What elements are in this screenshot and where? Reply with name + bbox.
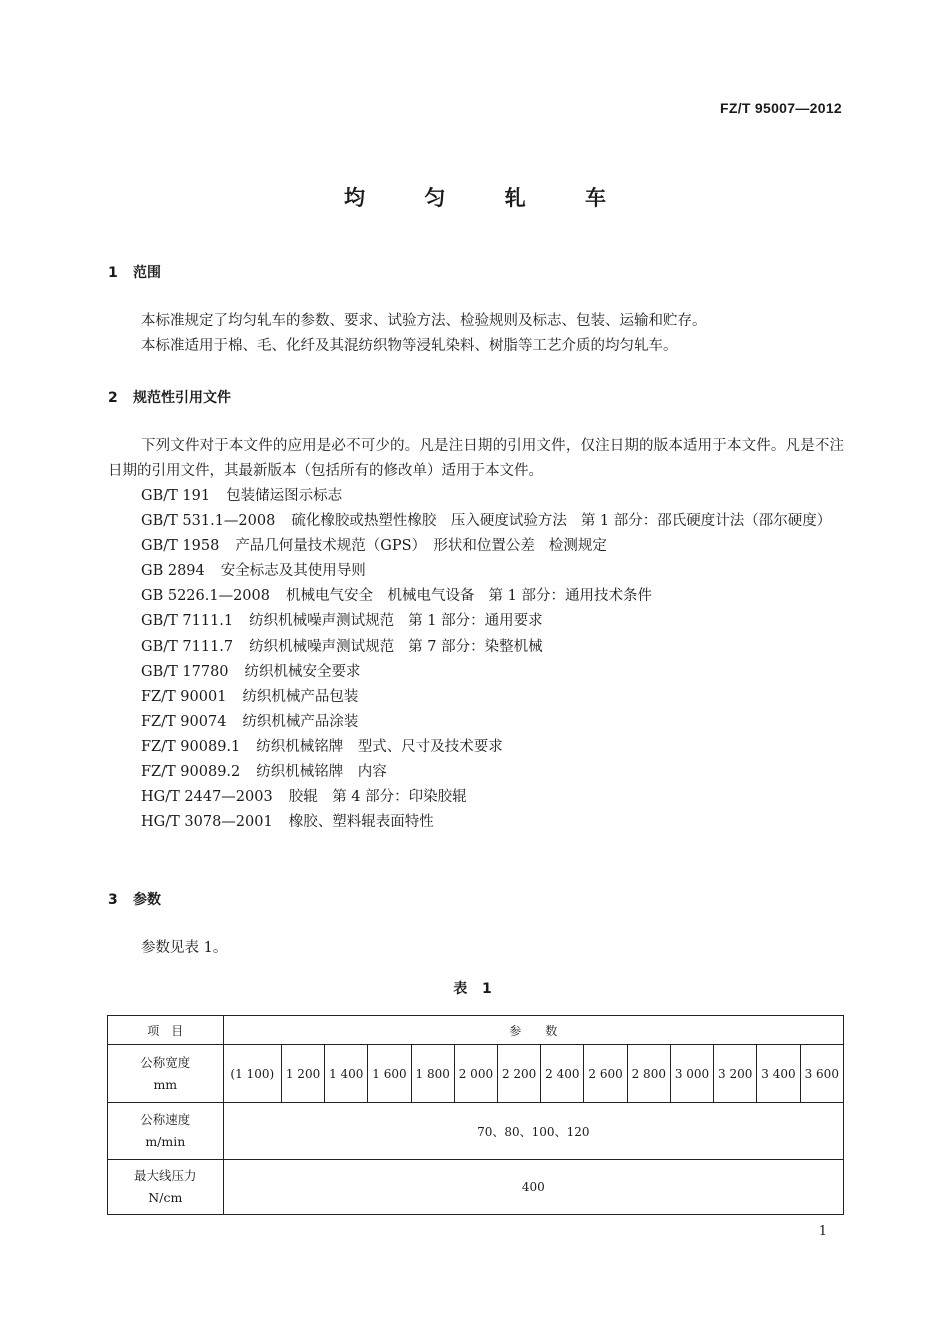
width-value: 3 000 [670, 1045, 713, 1103]
parameters-text: 参数见表 1。 [141, 940, 228, 956]
normative-refs-intro: 下列文件对于本文件的应用是必不可少的。凡是注日期的引用文件，仅注日期的版本适用于本文件。凡是不注日期的引用文件，其最新版本（包括所有的修改单）适用于本文件。 [108, 438, 844, 479]
speed-values: 70、80、100、120 [223, 1103, 843, 1160]
width-value: 3 200 [714, 1045, 757, 1103]
reference-code: GB/T 1958 [141, 538, 220, 555]
section-1-number: 1 [108, 265, 118, 281]
reference-item [108, 735, 844, 760]
reference-title: 纺织机械安全要求 [244, 663, 361, 680]
reference-list [108, 484, 844, 835]
section-1-title: 范围 [133, 265, 161, 281]
reference-code: FZ/T 90001 [141, 688, 227, 705]
reference-title: 安全标志及其使用导则 [220, 563, 366, 580]
scope-paragraph-1: 本标准规定了均匀轧车的参数、要求、试验方法、检验规则及标志、包装、运输和贮存。 [141, 313, 707, 329]
reference-title: 纺织机械铭牌 型式、尺寸及技术要求 [256, 738, 503, 755]
scope-paragraph-2: 本标准适用于棉、毛、化纤及其混纺织物等浸轧染料、树脂等工艺介质的均匀轧车。 [141, 338, 678, 354]
reference-code: FZ/T 90089.2 [141, 764, 241, 781]
reference-code: FZ/T 90074 [141, 713, 227, 730]
reference-title: 胶辊 第 4 部分：印染胶辊 [288, 789, 467, 806]
section-3-number: 3 [108, 892, 118, 908]
pressure-unit: N/cm [148, 1190, 183, 1205]
reference-item [108, 760, 844, 785]
table-header-row [108, 1016, 844, 1045]
reference-item [108, 509, 844, 534]
section-3-heading [108, 889, 161, 909]
section-1-heading [108, 262, 161, 282]
reference-code: GB/T 17780 [141, 663, 229, 680]
reference-code: GB/T 7111.7 [141, 638, 234, 655]
reference-title: 纺织机械铭牌 内容 [256, 764, 387, 781]
reference-code: HG/T 2447—2003 [141, 789, 273, 806]
pressure-label: 最大线压力 [134, 1168, 197, 1183]
reference-item [108, 484, 844, 509]
section-2-number: 2 [108, 390, 118, 406]
reference-item [108, 584, 844, 609]
reference-part: 第 7 部分：染整机械 [408, 638, 543, 655]
reference-item [108, 710, 844, 735]
reference-code: GB/T 531.1—2008 [141, 513, 276, 530]
reference-title: 硫化橡胶或热塑性橡胶 压入硬度试验方法 [291, 513, 567, 530]
reference-part: 第 1 部分：邵氏硬度计法（邵尔硬度） [580, 513, 832, 530]
reference-title: 橡胶、塑料辊表面特性 [288, 814, 434, 831]
reference-code: GB/T 7111.1 [141, 613, 234, 630]
speed-unit: m/min [145, 1134, 186, 1149]
reference-code: GB 2894 [141, 563, 205, 580]
width-value: 3 400 [757, 1045, 800, 1103]
reference-item [108, 635, 844, 660]
speed-label: 公称速度 [140, 1112, 191, 1127]
page-number: 1 [818, 1224, 827, 1239]
table-row-pressure [108, 1160, 844, 1215]
width-value: 1 600 [368, 1045, 411, 1103]
reference-item [108, 785, 844, 810]
reference-code: GB 5226.1—2008 [141, 588, 270, 605]
speed-label-cell [108, 1103, 224, 1160]
width-label-cell [108, 1045, 224, 1103]
width-value: 1 800 [411, 1045, 454, 1103]
reference-part: 检测规定 [548, 538, 607, 555]
width-value: 1 200 [281, 1045, 324, 1103]
width-value: 2 800 [627, 1045, 670, 1103]
width-unit: mm [153, 1076, 178, 1092]
section-3-title: 参数 [133, 892, 161, 908]
width-value: 2 000 [454, 1045, 497, 1103]
section-2-heading [108, 387, 231, 407]
reference-code: FZ/T 90089.1 [141, 738, 241, 755]
standard-code: FZ/T 95007—2012 [719, 100, 842, 116]
reference-title: 纺织机械噪声测试规范 [249, 613, 395, 630]
width-value: 3 600 [800, 1045, 843, 1103]
reference-item [108, 609, 844, 634]
header-params: 参 数 [223, 1016, 843, 1045]
reference-item [108, 559, 844, 584]
table-row-speed [108, 1103, 844, 1160]
header-item: 项 目 [108, 1016, 224, 1045]
table-caption: 表 1 [453, 981, 497, 997]
pressure-value: 400 [223, 1160, 843, 1215]
document-title: 均 匀 轧 车 [344, 186, 632, 210]
width-value: 2 200 [498, 1045, 541, 1103]
reference-code: GB/T 191 [141, 488, 211, 504]
reference-item [108, 660, 844, 685]
reference-item [108, 810, 844, 835]
table-row-width [108, 1045, 844, 1103]
width-value: 2 400 [541, 1045, 584, 1103]
width-label: 公称宽度 [140, 1054, 191, 1070]
width-value: (1 100) [223, 1045, 281, 1103]
width-value: 2 600 [584, 1045, 627, 1103]
reference-title: 纺织机械产品涂装 [242, 713, 359, 730]
reference-code: HG/T 3078—2001 [141, 814, 273, 831]
reference-title: 包装储运图示标志 [226, 488, 343, 504]
pressure-label-cell [108, 1160, 224, 1215]
reference-item [108, 685, 844, 710]
reference-title: 机械电气安全 机械电气设备 [286, 588, 475, 605]
reference-item [108, 534, 844, 559]
reference-title: 产品几何量技术规范（GPS） 形状和位置公差 [235, 538, 535, 555]
reference-title: 纺织机械产品包装 [242, 688, 359, 705]
section-2-title: 规范性引用文件 [133, 390, 231, 406]
reference-title: 纺织机械噪声测试规范 [249, 638, 395, 655]
reference-part: 第 1 部分：通用要求 [408, 613, 543, 630]
reference-part: 第 1 部分：通用技术条件 [488, 588, 652, 605]
parameters-table [107, 1015, 844, 1215]
width-value: 1 400 [325, 1045, 368, 1103]
